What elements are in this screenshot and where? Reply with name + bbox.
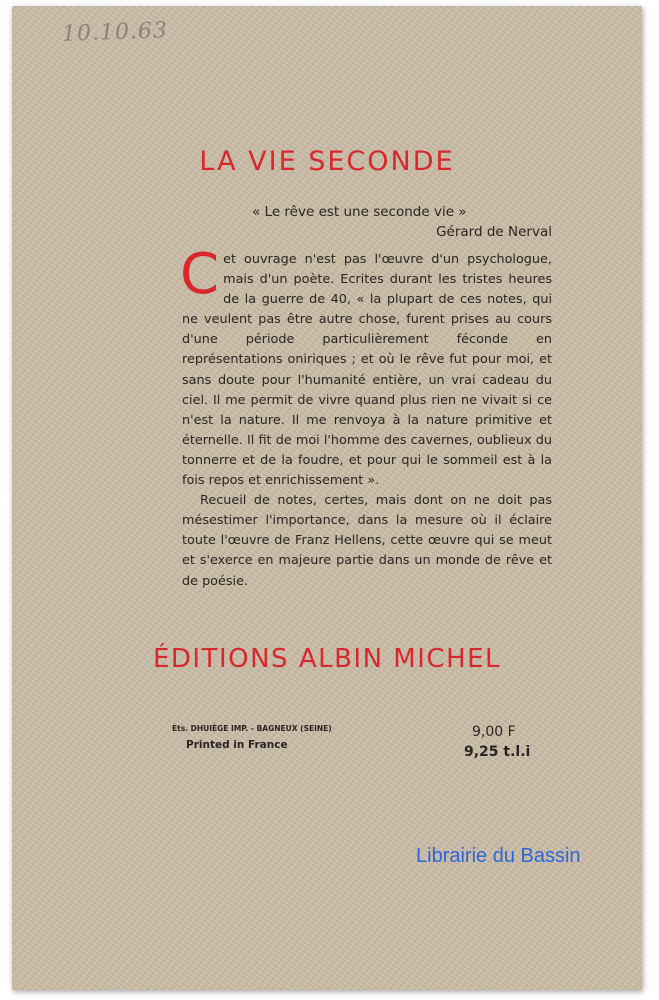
blurb-paragraph-2: Recueil de notes, certes, mais dont on ne doit pas mésestimer l'importance, dans la mesure où il éclaire toute l'œuvre de Franz Hellens, cette œuvre qui se meut et s'exerce en majeure partie dans un monde de rêve et de poésie. (182, 493, 552, 589)
book-title: LA VIE SECONDE (199, 146, 455, 177)
book-back-cover (12, 6, 642, 990)
printer-credit: Ets. DHUIÈGE IMP. - BAGNEUX (SEINE) (172, 724, 332, 733)
blurb-text (180, 242, 552, 592)
publisher-name: ÉDITIONS ALBIN MICHEL (152, 644, 502, 674)
blurb-paragraph-1-text: et ouvrage n'est pas l'œuvre d'un psychologue, mais d'un poète. Ecrites durant les tristes heures de la guerre de 40, « la plupart de ces notes, qui ne veulent pas être autre chose, furent prises au cours d'une période particulièrement féconde en représentations oniriques ; et où le rêve fut pour moi, et sans doute pour l'humanité entière, un vrai cadeau du ciel. Il me permit de vivre quand plus rien ne vivait si ce n'est la nature. Il me renvoya à la nature primitive et éternelle. Il fit de moi l'homme des cavernes, oublieux du tonnerre et de la foudre, et pour qui le sommeil est à la fois repos et enrichissement ». (182, 252, 552, 489)
blurb-paragraph-1 (180, 242, 552, 491)
handwritten-date: 10.10.63 (61, 18, 169, 47)
epigraph-author: Gérard de Nerval (436, 224, 552, 240)
epigraph (252, 202, 552, 242)
printed-in-label: Printed in France (186, 739, 288, 751)
epigraph-quote: « Le rêve est une seconde vie » (252, 204, 467, 220)
drop-cap-letter: C (180, 242, 220, 307)
price-base: 9,00 F (472, 724, 516, 740)
price-tli: 9,25 t.l.i (464, 744, 531, 760)
seller-watermark: Librairie du Bassin (416, 845, 581, 867)
